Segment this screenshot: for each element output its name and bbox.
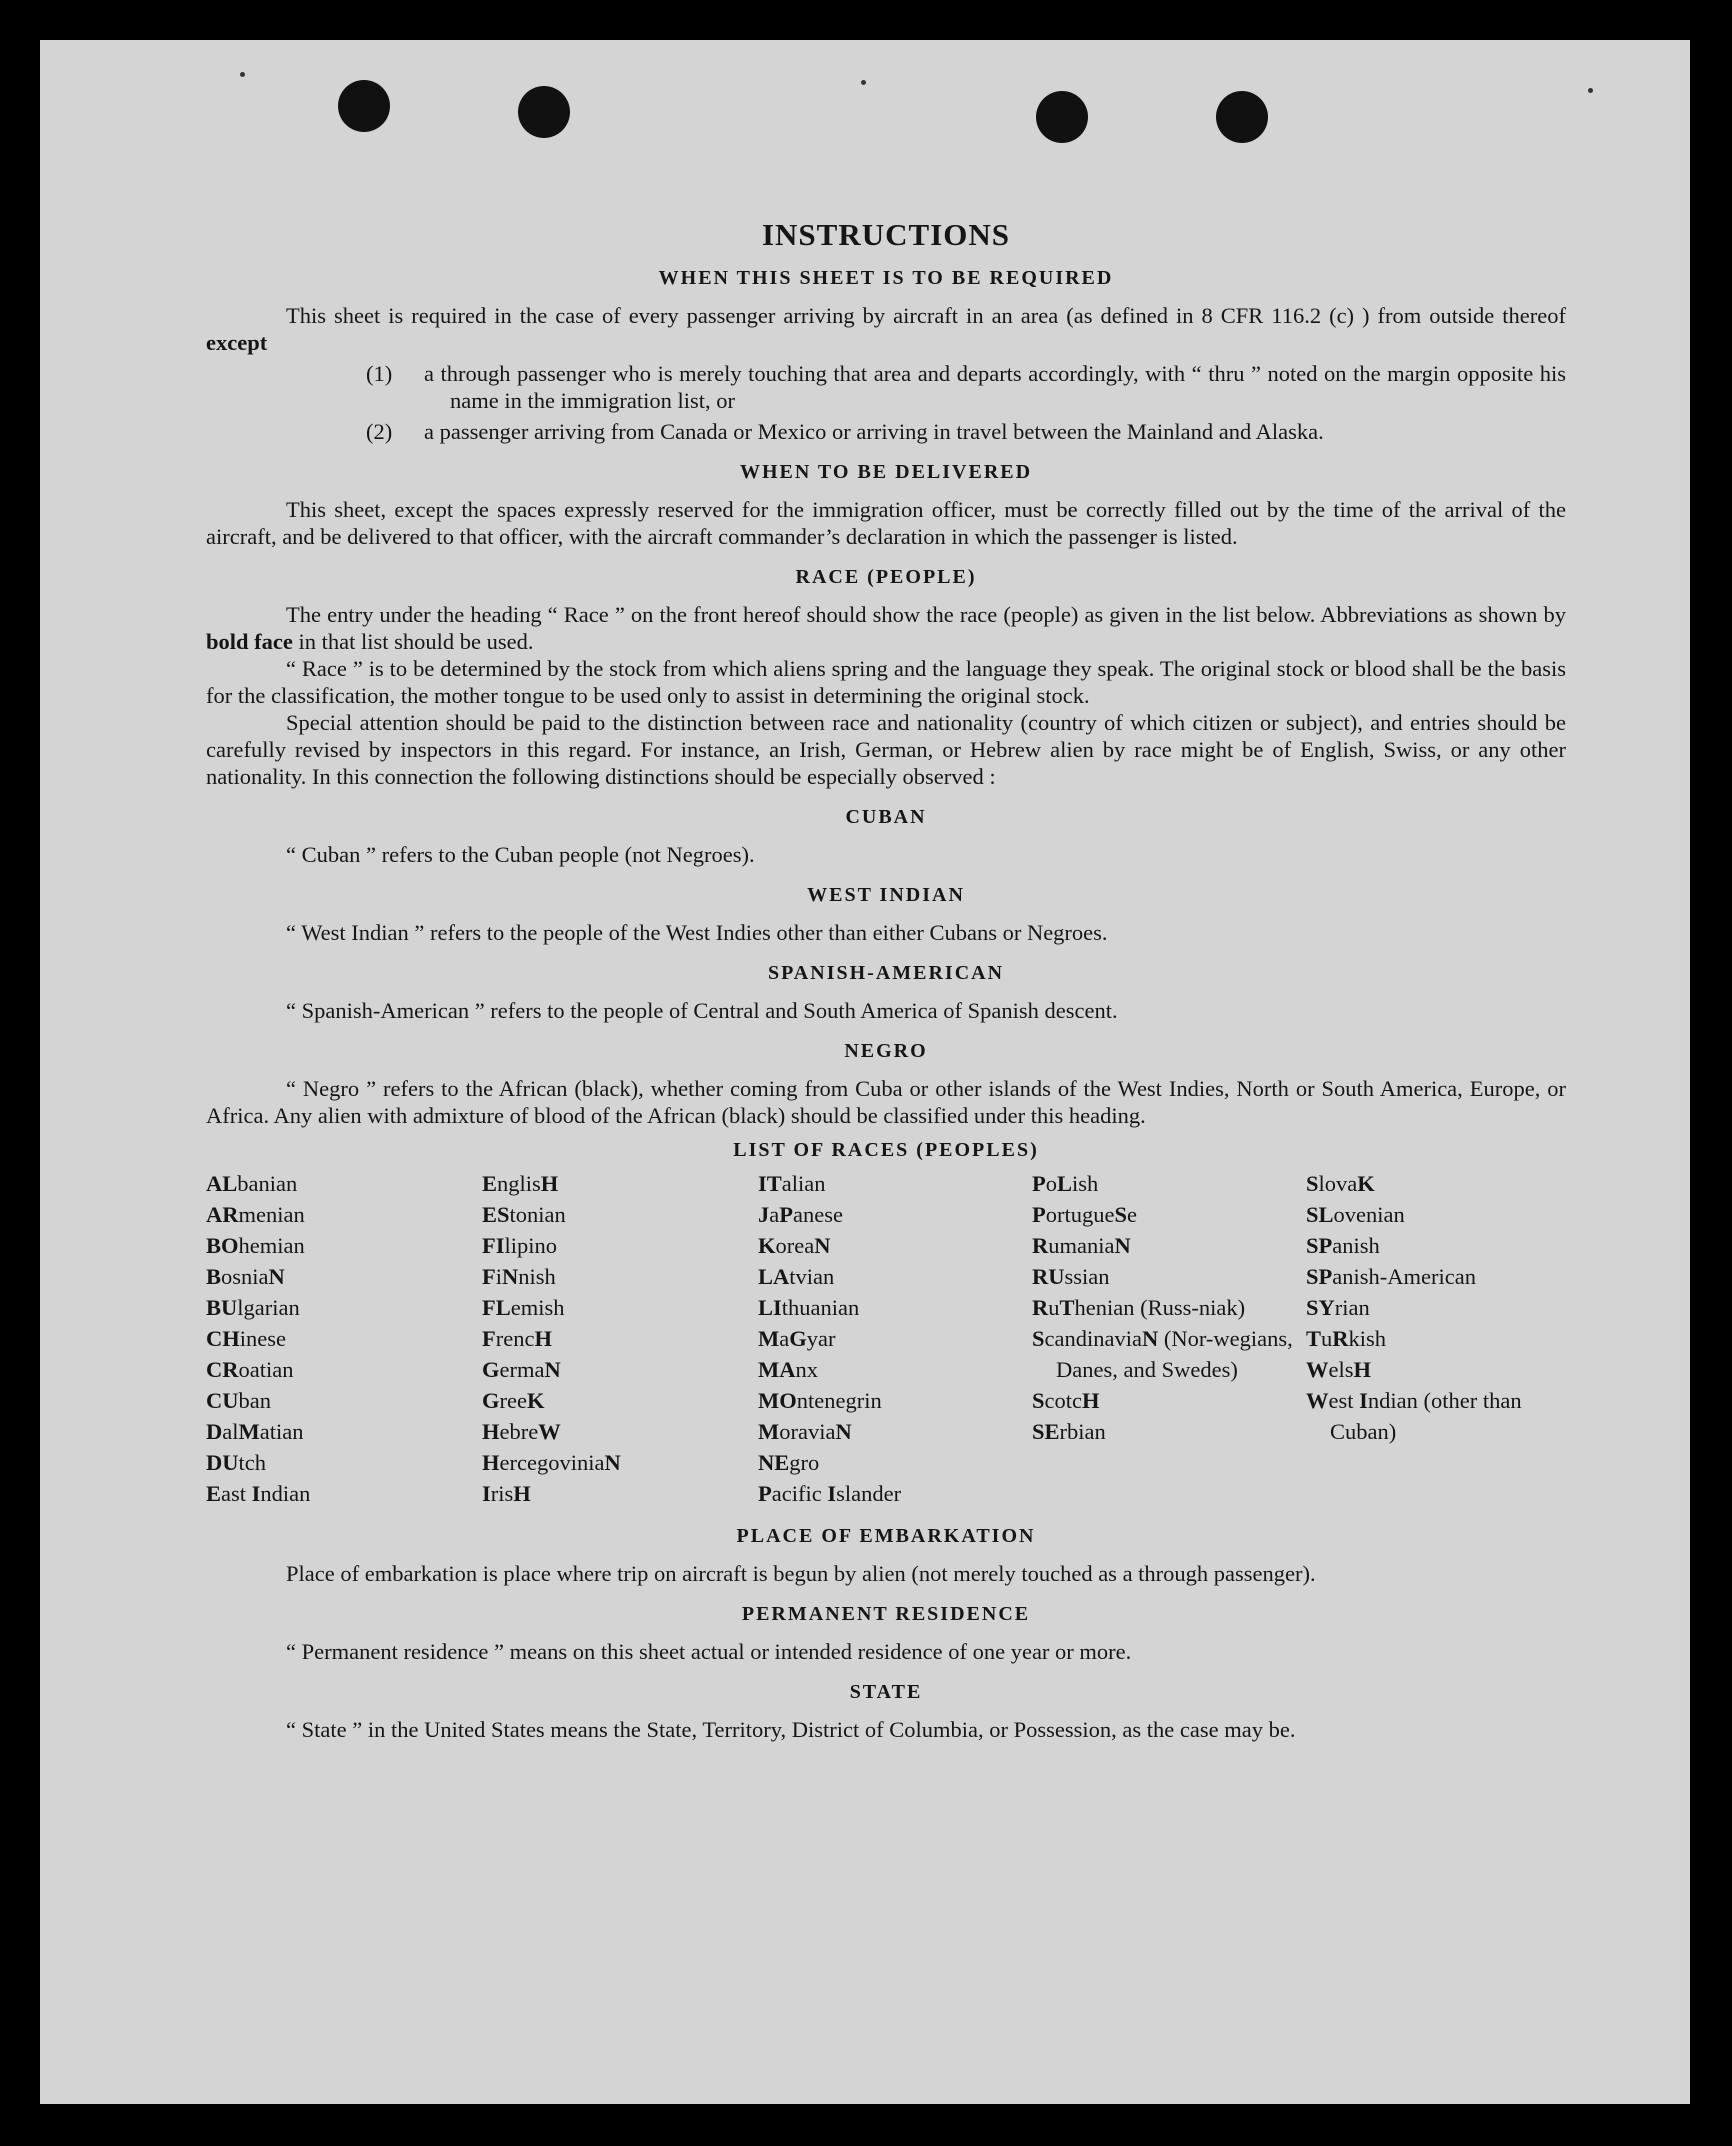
embarkation-text: Place of embarkation is place where trip on aircraft is begun by alien (not merely touched as a through passenger). bbox=[286, 1561, 1316, 1586]
race-entry bbox=[1306, 1199, 1566, 1230]
race-abbrev-part: E bbox=[482, 1171, 498, 1196]
race-abbrev-part: RU bbox=[1032, 1264, 1065, 1289]
race-name-part: est bbox=[1328, 1388, 1360, 1413]
race-name-part: slander bbox=[836, 1481, 902, 1506]
race-name-part: nish bbox=[518, 1264, 556, 1289]
race-name-part: banian bbox=[237, 1171, 298, 1196]
race-abbrev-part: L bbox=[1057, 1171, 1073, 1196]
race-abbrev-part: H bbox=[513, 1481, 531, 1506]
race-abbrev-part: R bbox=[1332, 1326, 1349, 1351]
race-entry bbox=[1032, 1292, 1306, 1323]
race-abbrev-part: B bbox=[206, 1264, 222, 1289]
race-abbrev-part: FL bbox=[482, 1295, 511, 1320]
race-abbrev-part: I bbox=[827, 1481, 837, 1506]
race-entry bbox=[758, 1168, 1032, 1199]
race-entry bbox=[482, 1416, 758, 1447]
race-name-part: inese bbox=[239, 1326, 286, 1351]
race-name-part: ndian bbox=[260, 1481, 311, 1506]
race-abbrev-part: R bbox=[1032, 1295, 1049, 1320]
race-name-part: ris bbox=[490, 1481, 514, 1506]
race-abbrev-part: S bbox=[1032, 1326, 1045, 1351]
race-name-part: ast bbox=[221, 1481, 252, 1506]
race-abbrev-part: MO bbox=[758, 1388, 797, 1413]
race-name-part: i bbox=[495, 1264, 503, 1289]
race-abbrev-part: SE bbox=[1032, 1419, 1060, 1444]
race-abbrev-part: N bbox=[544, 1357, 561, 1382]
race-name-part: a bbox=[769, 1202, 780, 1227]
heading-negro: NEGRO bbox=[844, 1040, 928, 1062]
race-name-part: hemian bbox=[238, 1233, 305, 1258]
race-abbrev-part: LI bbox=[758, 1295, 782, 1320]
heading-state: STATE bbox=[849, 1681, 923, 1703]
race-p1-text: The entry under the heading “ Race ” on the front hereof should show the race (people) as given in the list below. Abbreviations as shown by bbox=[286, 602, 1566, 627]
race-abbrev-part: G bbox=[482, 1357, 500, 1382]
race-name-part: rbian bbox=[1059, 1419, 1106, 1444]
race-abbrev-part: W bbox=[1306, 1357, 1329, 1382]
race-entry bbox=[206, 1385, 482, 1416]
race-name-part: a bbox=[779, 1326, 790, 1351]
race-abbrev-part: W bbox=[1306, 1388, 1329, 1413]
race-abbrev-part: I bbox=[251, 1481, 261, 1506]
race-entry bbox=[206, 1261, 482, 1292]
race-name-part: emish bbox=[510, 1295, 565, 1320]
race-entry bbox=[758, 1323, 1032, 1354]
race-abbrev-part: M bbox=[238, 1419, 260, 1444]
race-name-part: ercegovinia bbox=[499, 1450, 605, 1475]
races-column-4 bbox=[1032, 1168, 1306, 1509]
race-name-part: henian (Russ-niak) bbox=[1074, 1295, 1246, 1320]
punch-hole bbox=[1216, 91, 1268, 143]
heading-embarkation: PLACE OF EMBARKATION bbox=[736, 1525, 1036, 1547]
race-name-part: kish bbox=[1348, 1326, 1387, 1351]
race-abbrev-part: S bbox=[1114, 1202, 1127, 1227]
race-name-part: rian bbox=[1334, 1295, 1370, 1320]
race-entry bbox=[758, 1447, 1032, 1478]
race-name-part: anese bbox=[793, 1202, 843, 1227]
race-entry bbox=[1306, 1261, 1566, 1292]
document-sheet bbox=[40, 40, 1690, 2104]
race-abbrev-part: NE bbox=[758, 1450, 790, 1475]
race-name-part: nglis bbox=[497, 1171, 541, 1196]
race-abbrev-part: F bbox=[482, 1326, 496, 1351]
race-abbrev-part: SY bbox=[1306, 1295, 1335, 1320]
race-paragraph-1 bbox=[206, 601, 1566, 655]
heading-when-delivered: WHEN TO BE DELIVERED bbox=[739, 461, 1033, 483]
race-abbrev-part: LA bbox=[758, 1264, 790, 1289]
race-name-part: candinavia bbox=[1044, 1326, 1142, 1351]
races-column-1 bbox=[206, 1168, 482, 1509]
race-name-part: thuanian bbox=[781, 1295, 860, 1320]
race-abbrev-part: CH bbox=[206, 1326, 240, 1351]
race-name-part: ssian bbox=[1064, 1264, 1110, 1289]
race-abbrev-part: BO bbox=[206, 1233, 239, 1258]
race-entry bbox=[482, 1230, 758, 1261]
required-intro-except: except bbox=[206, 330, 268, 355]
race-entry bbox=[1032, 1385, 1306, 1416]
race-abbrev-part: P bbox=[758, 1481, 772, 1506]
punch-hole bbox=[338, 80, 390, 132]
race-name-part: e bbox=[1127, 1202, 1137, 1227]
race-entry bbox=[1032, 1261, 1306, 1292]
race-abbrev-part: S bbox=[1032, 1388, 1045, 1413]
race-abbrev-part: H bbox=[1082, 1388, 1100, 1413]
race-name-part: ortugue bbox=[1045, 1202, 1115, 1227]
race-entry bbox=[758, 1261, 1032, 1292]
race-entry bbox=[758, 1292, 1032, 1323]
race-name-part: lova bbox=[1318, 1171, 1358, 1196]
required-intro bbox=[206, 302, 1566, 356]
race-entry bbox=[1306, 1385, 1566, 1447]
race-entry bbox=[206, 1168, 482, 1199]
race-abbrev-part: H bbox=[482, 1419, 500, 1444]
race-entry bbox=[206, 1416, 482, 1447]
race-entry bbox=[482, 1385, 758, 1416]
race-name-part: ree bbox=[499, 1388, 527, 1413]
race-entry bbox=[482, 1323, 758, 1354]
race-entry bbox=[1306, 1354, 1566, 1385]
race-name-part: tonian bbox=[509, 1202, 566, 1227]
item-number: (1) bbox=[366, 361, 393, 386]
race-entry bbox=[206, 1199, 482, 1230]
race-entry bbox=[1306, 1292, 1566, 1323]
speck bbox=[861, 80, 866, 85]
race-entry bbox=[758, 1354, 1032, 1385]
races-column-3 bbox=[758, 1168, 1032, 1509]
race-name-part: ban bbox=[238, 1388, 271, 1413]
race-abbrev-part: K bbox=[1357, 1171, 1375, 1196]
heading-spanish-american: SPANISH-AMERICAN bbox=[767, 962, 1005, 984]
race-abbrev-part: H bbox=[534, 1326, 552, 1351]
race-abbrev-part: MA bbox=[758, 1357, 796, 1382]
page-title: INSTRUCTIONS bbox=[761, 217, 1010, 252]
race-abbrev-part: K bbox=[526, 1388, 545, 1413]
race-paragraph-2: “ Race ” is to be determined by the stock from which aliens spring and the language they speak. The original stock or blood shall be the basis for the classification, the mother tongue to be used only to assist in determining the original stock. bbox=[206, 656, 1566, 708]
race-name-part: yar bbox=[806, 1326, 836, 1351]
race-name-part: ntenegrin bbox=[796, 1388, 882, 1413]
race-abbrev-part: AL bbox=[206, 1171, 238, 1196]
spanish-american-text: “ Spanish-American ” refers to the people of Central and South America of Spanish descent. bbox=[286, 998, 1118, 1023]
race-abbrev-part: N bbox=[814, 1233, 831, 1258]
race-abbrev-part: DU bbox=[206, 1450, 239, 1475]
cuban-text: “ Cuban ” refers to the Cuban people (not Negroes). bbox=[286, 842, 755, 867]
race-name-part: oravia bbox=[779, 1419, 836, 1444]
race-entry bbox=[206, 1354, 482, 1385]
race-name-part: nx bbox=[795, 1357, 818, 1382]
race-entry bbox=[482, 1168, 758, 1199]
heading-cuban: CUBAN bbox=[845, 806, 927, 828]
race-entry bbox=[206, 1478, 482, 1509]
race-abbrev-part: H bbox=[1353, 1357, 1372, 1382]
race-name-part: umania bbox=[1048, 1233, 1115, 1258]
race-entry bbox=[758, 1199, 1032, 1230]
race-abbrev-part: IT bbox=[758, 1171, 782, 1196]
race-abbrev-part: SL bbox=[1306, 1202, 1334, 1227]
race-entry bbox=[206, 1447, 482, 1478]
races-list bbox=[206, 1168, 1566, 1509]
race-abbrev-part: E bbox=[206, 1481, 222, 1506]
race-name-part: oatian bbox=[238, 1357, 294, 1382]
race-entry bbox=[1032, 1323, 1306, 1385]
punch-hole bbox=[1036, 91, 1088, 143]
race-name-part: anish bbox=[1332, 1233, 1380, 1258]
race-entry bbox=[1032, 1230, 1306, 1261]
race-name-part: gro bbox=[789, 1450, 820, 1475]
heading-race: RACE (PEOPLE) bbox=[795, 566, 977, 588]
race-abbrev-part: H bbox=[540, 1171, 559, 1196]
race-abbrev-part: N bbox=[1141, 1326, 1159, 1351]
race-name-part: menian bbox=[238, 1202, 305, 1227]
race-entry bbox=[482, 1478, 758, 1509]
races-column-2 bbox=[482, 1168, 758, 1509]
item-text: a through passenger who is merely touching that area and departs accordingly, with “ thru ” noted on the margin opposite his name in the immigration list, or bbox=[424, 361, 1566, 413]
race-abbrev-part: G bbox=[482, 1388, 500, 1413]
race-abbrev-part: SP bbox=[1306, 1264, 1333, 1289]
race-entry bbox=[1032, 1199, 1306, 1230]
race-abbrev-part: I bbox=[1359, 1388, 1368, 1413]
race-abbrev-part: W bbox=[538, 1419, 561, 1444]
heading-west-indian: WEST INDIAN bbox=[807, 884, 965, 906]
race-name-part: lipino bbox=[504, 1233, 558, 1258]
race-entry bbox=[1306, 1323, 1566, 1354]
punch-hole bbox=[518, 86, 570, 138]
race-abbrev-part: S bbox=[1306, 1171, 1319, 1196]
negro-text: “ Negro ” refers to the African (black), whether coming from Cuba or other islands of the West Indies, North or South America, Europe, or Africa. Any alien with admixture of blood of the African (black) should be classified under this heading. bbox=[206, 1076, 1566, 1128]
race-abbrev-part: T bbox=[1059, 1295, 1075, 1320]
race-name-part: osnia bbox=[221, 1264, 269, 1289]
exception-item-2 bbox=[206, 418, 1566, 445]
race-abbrev-part: P bbox=[1032, 1171, 1046, 1196]
heading-list-of-races: LIST OF RACES (PEOPLES) bbox=[733, 1139, 1039, 1161]
race-name-part: u bbox=[1321, 1326, 1333, 1351]
race-name-part: (Nor-wegians, Danes, and Swedes) bbox=[1056, 1326, 1293, 1382]
race-abbrev-part: N bbox=[1114, 1233, 1131, 1258]
race-entry bbox=[1306, 1168, 1566, 1199]
race-abbrev-part: J bbox=[758, 1202, 770, 1227]
race-entry bbox=[758, 1385, 1032, 1416]
race-p1-bold: bold face bbox=[206, 629, 293, 654]
race-abbrev-part: CU bbox=[206, 1388, 239, 1413]
speck bbox=[1588, 88, 1593, 93]
race-abbrev-part: N bbox=[604, 1450, 621, 1475]
item-number: (2) bbox=[366, 419, 393, 444]
race-entry bbox=[758, 1230, 1032, 1261]
race-name-part: tch bbox=[238, 1450, 266, 1475]
race-paragraph-3: Special attention should be paid to the distinction between race and nationality (country of which citizen or subject), and entries should be carefully revised by inspectors in this regard. For instance, an Irish, German, or Hebrew alien by race might be of English, Swiss, or any other nationality. In this connection the following distinctions should be especially observed : bbox=[206, 710, 1566, 789]
races-column-5 bbox=[1306, 1168, 1566, 1509]
west-indian-text: “ West Indian ” refers to the people of the West Indies other than either Cubans or Negroes. bbox=[286, 920, 1108, 945]
race-name-part: orea bbox=[775, 1233, 815, 1258]
heading-when-required: WHEN THIS SHEET IS TO BE REQUIRED bbox=[658, 267, 1114, 289]
race-entry bbox=[482, 1292, 758, 1323]
instructions-content bbox=[206, 177, 1566, 1743]
race-entry bbox=[758, 1416, 1032, 1447]
race-abbrev-part: D bbox=[206, 1419, 223, 1444]
race-entry bbox=[758, 1478, 1032, 1509]
race-abbrev-part: N bbox=[268, 1264, 285, 1289]
race-abbrev-part: P bbox=[1032, 1202, 1046, 1227]
race-name-part: al bbox=[222, 1419, 239, 1444]
race-name-part: cotc bbox=[1044, 1388, 1082, 1413]
race-name-part: ish bbox=[1072, 1171, 1099, 1196]
race-entry bbox=[206, 1292, 482, 1323]
race-abbrev-part: CR bbox=[206, 1357, 239, 1382]
heading-permanent-residence: PERMANENT RESIDENCE bbox=[741, 1603, 1031, 1625]
race-abbrev-part: AR bbox=[206, 1202, 239, 1227]
item-text: a passenger arriving from Canada or Mexico or arriving in travel between the Mainland and Alaska. bbox=[424, 419, 1324, 444]
race-abbrev-part: R bbox=[1032, 1233, 1049, 1258]
race-abbrev-part: BU bbox=[206, 1295, 238, 1320]
race-abbrev-part: N bbox=[835, 1419, 852, 1444]
race-entry bbox=[482, 1261, 758, 1292]
race-entry bbox=[482, 1447, 758, 1478]
race-abbrev-part: F bbox=[482, 1264, 496, 1289]
race-name-part: renc bbox=[495, 1326, 535, 1351]
race-abbrev-part: FI bbox=[482, 1233, 505, 1258]
race-abbrev-part: K bbox=[758, 1233, 776, 1258]
race-entry bbox=[482, 1199, 758, 1230]
delivered-text: This sheet, except the spaces expressly reserved for the immigration officer, must be correctly filled out by the time of the arrival of the aircraft, and be delivered to that officer, with the aircraft commander’s declaration in which the passenger is listed. bbox=[206, 497, 1566, 549]
race-abbrev-part: M bbox=[758, 1326, 780, 1351]
race-name-part: tvian bbox=[789, 1264, 835, 1289]
race-entry bbox=[1306, 1230, 1566, 1261]
race-entry bbox=[1032, 1168, 1306, 1199]
race-entry bbox=[206, 1230, 482, 1261]
race-abbrev-part: G bbox=[789, 1326, 807, 1351]
race-entry bbox=[206, 1323, 482, 1354]
race-abbrev-part: P bbox=[779, 1202, 793, 1227]
race-name-part: u bbox=[1048, 1295, 1060, 1320]
residence-text: “ Permanent residence ” means on this sheet actual or intended residence of one year or more. bbox=[286, 1639, 1132, 1664]
race-name-part: els bbox=[1328, 1357, 1354, 1382]
state-text: “ State ” in the United States means the State, Territory, District of Columbia, or Possession, as the case may be. bbox=[286, 1717, 1296, 1742]
race-name-part: ebre bbox=[499, 1419, 539, 1444]
race-abbrev-part: ES bbox=[482, 1202, 510, 1227]
race-p1-end: in that list should be used. bbox=[292, 629, 534, 654]
race-name-part: ovenian bbox=[1333, 1202, 1405, 1227]
race-entry bbox=[482, 1354, 758, 1385]
speck bbox=[240, 72, 245, 77]
race-abbrev-part: M bbox=[758, 1419, 780, 1444]
exception-item-1 bbox=[206, 360, 1566, 414]
race-abbrev-part: H bbox=[482, 1450, 500, 1475]
race-name-part: acific bbox=[771, 1481, 828, 1506]
race-name-part: o bbox=[1045, 1171, 1057, 1196]
race-abbrev-part: I bbox=[482, 1481, 491, 1506]
race-abbrev-part: N bbox=[502, 1264, 519, 1289]
race-name-part: ndian (other than Cuban) bbox=[1330, 1388, 1522, 1444]
race-name-part: alian bbox=[781, 1171, 826, 1196]
race-entry bbox=[1032, 1416, 1306, 1447]
race-abbrev-part: T bbox=[1306, 1326, 1322, 1351]
required-intro-text: This sheet is required in the case of every passenger arriving by aircraft in an area (as defined in 8 CFR 116.2 (c) ) from outside thereof bbox=[286, 303, 1566, 328]
race-name-part: lgarian bbox=[237, 1295, 300, 1320]
race-name-part: anish-American bbox=[1332, 1264, 1476, 1289]
race-abbrev-part: SP bbox=[1306, 1233, 1333, 1258]
race-name-part: erma bbox=[499, 1357, 545, 1382]
race-name-part: atian bbox=[259, 1419, 304, 1444]
